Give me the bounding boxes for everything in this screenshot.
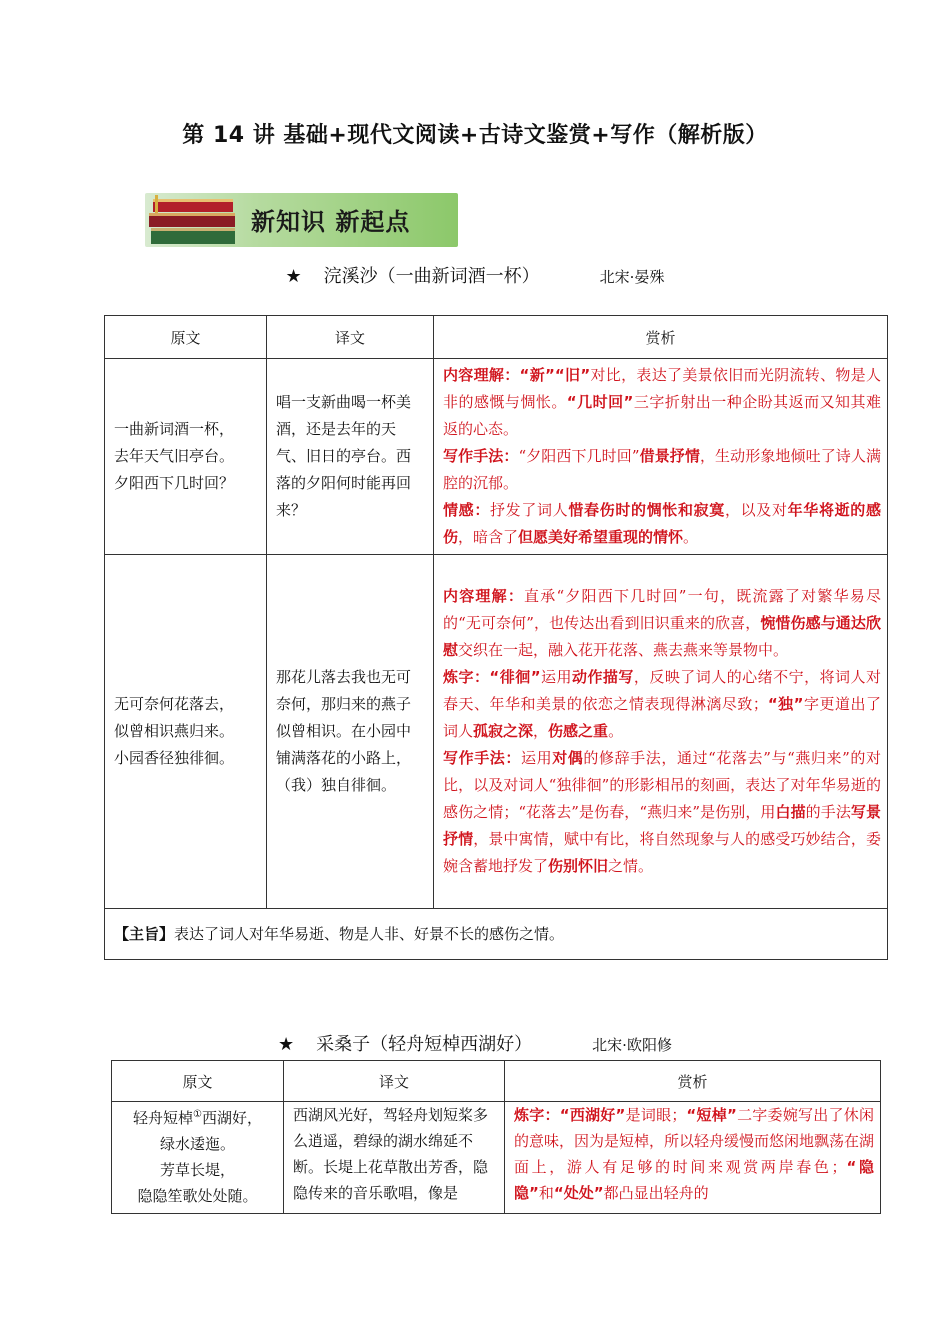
table-row [105,359,888,555]
analysis-para [443,443,881,497]
verse-line [121,1102,274,1131]
keyword: “西湖好” [559,1106,626,1124]
analysis-label: 炼字： [443,668,490,686]
analysis-text [505,1102,881,1214]
keyword: 惜春伤时的惆怅和寂寞 [568,501,725,519]
analysis-span: 交织在一起，融入花开花落、燕去燕来等景物中。 [458,641,789,659]
analysis-label: 炼字： [514,1106,560,1124]
verse-line: 似曾相识燕归来。 [114,722,235,740]
page-title: 第 14 讲 基础+现代文阅读+古诗文鉴赏+写作（解析版） [182,123,768,148]
keyword: 借景抒情 [639,447,700,465]
keyword: 对偶 [552,749,584,767]
analysis-span: ，暗含了 [458,528,519,546]
poem1-table [104,315,888,960]
analysis-span: ， [533,722,549,740]
theme-text [105,909,888,960]
keyword: 伤感之重 [548,722,609,740]
keyword: “几时回” [566,393,634,411]
analysis-para [443,362,881,443]
analysis-span: ，以及对 [724,501,788,519]
keyword: 孤寂之深 [473,722,534,740]
analysis-label: 写作手法： [443,749,521,767]
verse-line: 去年天气旧亭台。 [114,447,235,465]
keyword: “短棹” [686,1106,737,1124]
theme-keyword: 词人对年华易逝、物是人非、好景不长的感伤之情 [219,924,550,943]
header-orig: 原文 [112,1061,284,1102]
original-text [112,1102,284,1214]
verse-line: 隐隐笙歌处处随。 [137,1187,258,1205]
analysis-span: 的手法 [805,803,851,821]
analysis-label: 写作手法： [443,447,519,465]
header-trans: 译文 [284,1061,505,1102]
translation-text: 西湖风光好，驾轻舟划短桨多么逍遥，碧绿的湖水绵延不断。长堤上花草散出芳香，隐隐传来的音乐歌唱，像是 [284,1102,505,1214]
theme-row [105,909,888,960]
keyword: “处处” [553,1184,604,1202]
analysis-span: 之情。 [608,857,654,875]
keyword: “新”“旧” [519,366,591,384]
verse-span: 西湖好， [201,1109,262,1127]
theme-span: 表达了 [174,924,220,943]
theme-span: 。 [549,924,565,943]
header-ana: 赏析 [505,1061,881,1102]
analysis-span: ，反映了词人的心绪不宁，将词人对春天、年华和美景的依恋之情表现得淋漓尽致； [443,668,881,713]
keyword: 但愿美好希望重现的情怀 [518,528,684,546]
verse-line: 绿水逶迤。 [159,1135,235,1153]
table-header-row [105,316,888,359]
original-text [105,555,267,909]
verse-span: 轻舟短棹 [133,1109,194,1127]
analysis-span: 直承“夕阳西下几时回”一句，既流露了对繁华易尽的“无可奈何”，也传达出看到旧识重来的欣喜， [443,587,881,632]
analysis-text [434,359,888,555]
analysis-span: 。 [608,722,624,740]
header-trans: 译文 [267,316,434,359]
translation-text: 那花儿落去我也无可奈何，那归来的燕子似曾相识。在小园中铺满落花的小路上，（我）独自徘徊。 [267,555,434,909]
analysis-span: 都凸显出轻舟的 [603,1184,709,1202]
analysis-span: ，生动形象地倾吐了诗人满腔的沉郁。 [443,447,881,492]
poem1-author: 北宋·晏殊 [599,268,665,286]
analysis-span: 抒发了词人 [490,501,569,519]
poem2-title: 采桑子（轻舟短棹西湖好） [316,1034,533,1055]
analysis-span: 和 [538,1184,554,1202]
poem2-author: 北宋·欧阳修 [592,1036,672,1054]
analysis-text [434,555,888,909]
poem2-table [111,1060,881,1214]
keyword: “徘徊” [489,668,541,686]
keyword: 惋惜伤感与通达欣慰 [443,614,881,659]
verse-line: 芳草长堤， [159,1161,235,1179]
banner-text: 新知识 新起点 [251,208,411,236]
header-ana: 赏析 [434,316,888,359]
header-orig: 原文 [105,316,267,359]
table-row [112,1102,881,1214]
analysis-para [443,745,881,880]
verse-line: 一曲新词酒一杯， [114,420,235,438]
verse-line: 无可奈何花落去， [114,695,235,713]
keyword: 白描 [775,803,806,821]
analysis-para [443,664,881,745]
analysis-span: 是词眼； [625,1106,687,1124]
analysis-span: 对比，表达了美景依旧而光阴流转、物是人非的感慨与惆怅。 [443,366,881,411]
analysis-para [443,497,881,551]
analysis-span: 运用 [540,668,572,686]
analysis-span: “夕阳西下几时回” [518,447,640,465]
analysis-span: 字更道出了词人 [443,695,881,740]
analysis-span: 的修辞手法，通过“花落去”与“燕归来”的对比，以及对词人“独徘徊”的形影相吊的刻画，表达了对年华易逝的感伤之情；“花落去”是伤春，“燕归来”是伤别，用 [443,749,881,821]
section-banner [145,193,458,247]
star-icon: ★ [285,266,302,287]
analysis-span: ，景中寓情，赋中有比，将自然现象与人的感受巧妙结合，委婉含蓄地抒发了 [443,830,881,875]
verse-line: 夕阳西下几时回？ [114,474,235,492]
verse-line: 小园香径独徘徊。 [114,749,235,767]
books-icon [145,193,241,247]
keyword: “隐隐” [514,1158,874,1202]
analysis-label: 内容理解： [443,366,520,384]
keyword: 伤别怀旧 [548,857,609,875]
original-text [105,359,267,555]
footnote-mark: ① [193,1109,202,1120]
theme-label: 【主旨】 [114,924,175,943]
poem1-title: 浣溪沙（一曲新词酒一杯） [323,266,540,287]
analysis-label: 内容理解： [443,587,525,605]
table-row [105,555,888,909]
table-header-row [112,1061,881,1102]
analysis-span: 三字折射出一种企盼其返而又知其难返的心态。 [443,393,881,438]
poem2-heading [0,1030,950,1056]
analysis-span: 运用 [520,749,553,767]
analysis-para [443,583,881,664]
analysis-span: 二字委婉写出了休闲的意味，因为是短棹，所以轻舟缓慢而悠闲地飘荡在湖面上，游人有足够的时间来观赏两岸春色； [514,1106,875,1176]
translation-text: 唱一支新曲喝一杯美酒，还是去年的天气、旧日的亭台。西落的夕阳何时能再回来？ [267,359,434,555]
star-icon: ★ [278,1034,295,1055]
poem1-heading [0,262,950,288]
analysis-span: 。 [683,528,699,546]
keyword: “独” [767,695,804,713]
keyword: 年华将逝的感伤 [443,501,881,546]
keyword: 动作描写 [571,668,634,686]
keyword: 写景抒情 [443,803,881,848]
analysis-label: 情感： [443,501,490,519]
